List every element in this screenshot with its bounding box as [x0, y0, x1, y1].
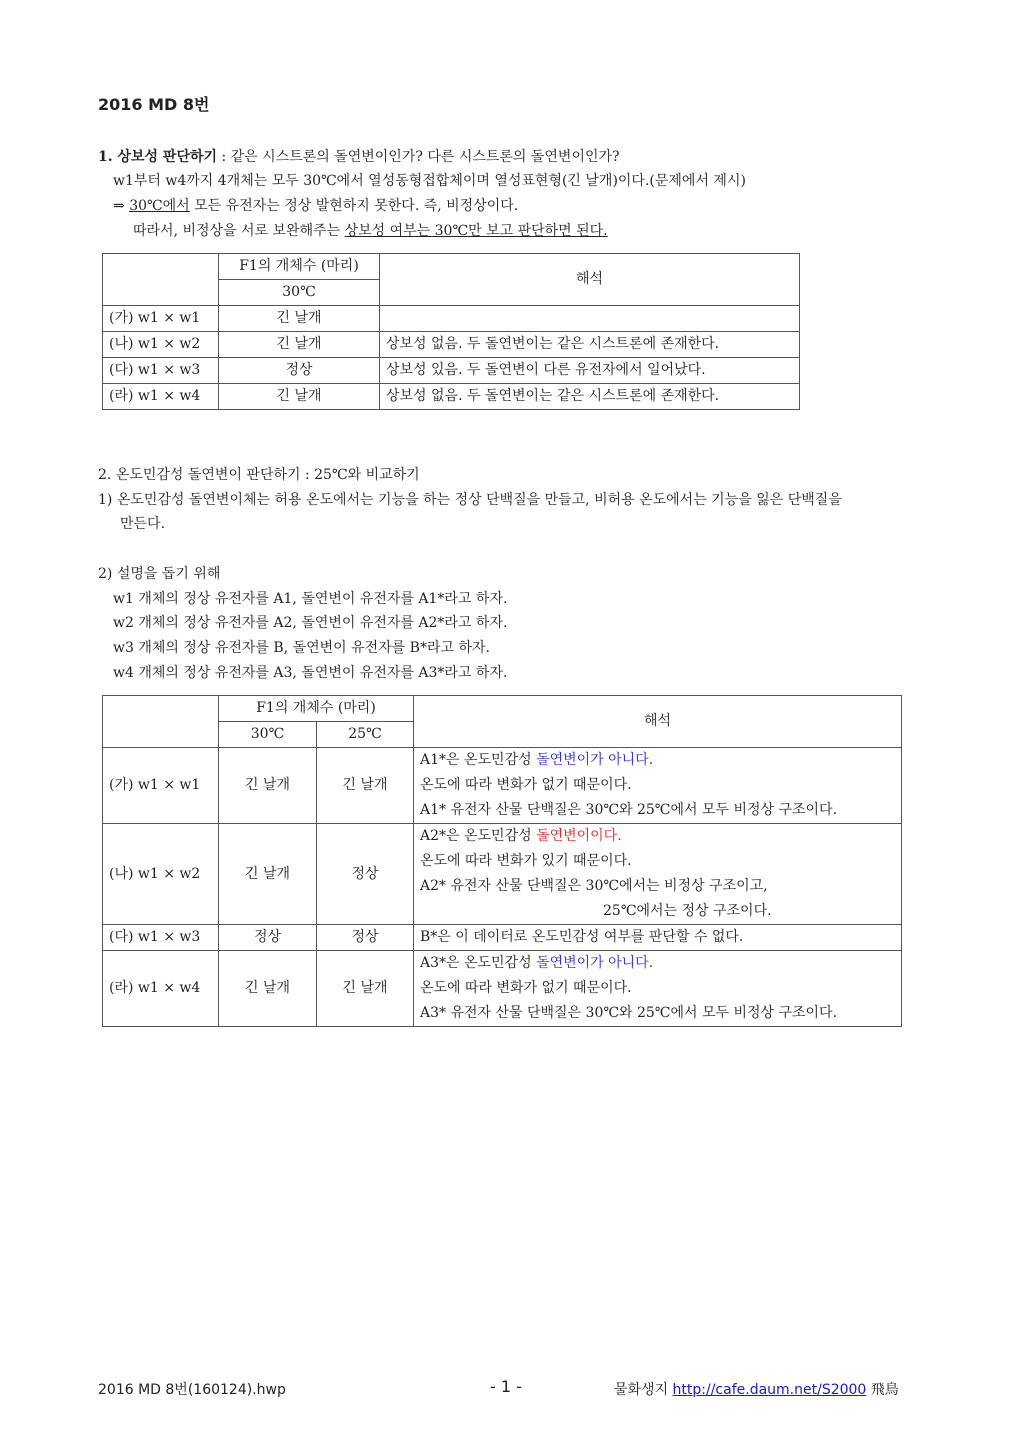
- s2-p1b: 만든다.: [120, 516, 166, 532]
- header-30c: 30℃: [219, 722, 317, 748]
- temperature-table: [102, 695, 902, 1027]
- s1-heading: 1. 상보성 판단하기: [98, 149, 218, 165]
- interp-highlight: 돌연변이가 아니다.: [536, 752, 654, 768]
- phenotype-30: 정상: [219, 358, 380, 384]
- cross: (나) w1 × w2: [103, 332, 219, 358]
- phenotype-30: 긴 날개: [219, 951, 317, 1027]
- cross: (가) w1 × w1: [103, 748, 219, 824]
- interp-text: A2* 유전자 산물 단백질은 30℃에서는 비정상 구조이고,: [420, 878, 768, 894]
- header-25c: 25℃: [317, 722, 414, 748]
- s2-heading: 2. 온도민감성 돌연변이 판단하기 : 25℃와 비교하기: [98, 467, 420, 483]
- footer-filename: 2016 MD 8번(160124).hwp: [98, 1382, 286, 1398]
- interp-text: A3*은 온도민감성: [420, 955, 537, 971]
- interp-text: A3* 유전자 산물 단백질은 30℃와 25℃에서 모두 비정상 구조이다.: [420, 1005, 838, 1021]
- phenotype-30: 긴 날개: [219, 306, 380, 332]
- s1-line3: [113, 197, 518, 215]
- header-count: F1의 개체수 (마리): [219, 254, 380, 280]
- header-interp: 해석: [414, 696, 902, 748]
- interp: [414, 824, 902, 925]
- phenotype-30: 긴 날개: [219, 332, 380, 358]
- footer-site: 물화생지: [614, 1382, 673, 1398]
- def-line: w2 개체의 정상 유전자를 A2, 돌연변이 유전자를 A2*라고 하자.: [113, 615, 508, 631]
- interp-text: 온도에 따라 변화가 없기 때문이다.: [420, 777, 632, 793]
- cross: (가) w1 × w1: [103, 306, 219, 332]
- cross: (나) w1 × w2: [103, 824, 219, 925]
- interp-highlight: 돌연변이이다.: [536, 828, 622, 844]
- header-30c: 30℃: [219, 280, 380, 306]
- underlined-text: 30℃에서: [129, 198, 190, 214]
- interp: B*은 이 데이터로 온도민감성 여부를 판단할 수 없다.: [414, 925, 902, 951]
- cross: (라) w1 × w4: [103, 384, 219, 410]
- interp-text: A2*은 온도민감성: [420, 828, 537, 844]
- phenotype-30: 긴 날개: [219, 824, 317, 925]
- def-line: w3 개체의 정상 유전자를 B, 돌연변이 유전자를 B*라고 하자.: [113, 640, 490, 656]
- phenotype-25: 정상: [317, 824, 414, 925]
- phenotype-30: 긴 날개: [219, 384, 380, 410]
- interp-text: 온도에 따라 변화가 있기 때문이다.: [420, 853, 632, 869]
- interp-text: 25℃에서는 정상 구조이다.: [603, 903, 772, 919]
- table-row: [103, 748, 902, 824]
- def-line: w4 개체의 정상 유전자를 A3, 돌연변이 유전자를 A3*라고 하자.: [113, 665, 508, 681]
- interp: 상보성 없음. 두 돌연변이는 같은 시스트론에 존재한다.: [380, 384, 800, 410]
- cross: (다) w1 × w3: [103, 358, 219, 384]
- interp-text: A1*은 온도민감성: [420, 752, 537, 768]
- s2-p1a: 1) 온도민감성 돌연변이체는 허용 온도에서는 기능을 하는 정상 단백질을 만들고, 비허용 온도에서는 기능을 잃은 단백질을: [98, 492, 842, 508]
- interp: 상보성 없음. 두 돌연변이는 같은 시스트론에 존재한다.: [380, 332, 800, 358]
- footer-page-number: - 1 -: [490, 1377, 522, 1396]
- table-row: [103, 358, 800, 384]
- header-interp: 해석: [380, 254, 800, 306]
- phenotype-30: 긴 날개: [219, 748, 317, 824]
- empty-header: [103, 254, 219, 306]
- footer-credit: [614, 1381, 899, 1399]
- arrow-prefix: ⇒: [113, 198, 130, 214]
- footer-link[interactable]: http://cafe.daum.net/S2000: [672, 1382, 867, 1398]
- s1-line4: [133, 222, 608, 240]
- interp: [414, 951, 902, 1027]
- table-row: [103, 384, 800, 410]
- table-row: [103, 925, 902, 951]
- document-title: 2016 MD 8번: [98, 95, 210, 114]
- s1-line2: w1부터 w4까지 4개체는 모두 30℃에서 열성동형접합체이며 열성표현형(긴 날개)이다.(문제에서 제시): [113, 173, 746, 189]
- s1-line3-rest: 모든 유전자는 정상 발현하지 못한다. 즉, 비정상이다.: [189, 198, 519, 214]
- underlined-text: 상보성 여부는 30℃만 보고 판단하면 된다.: [344, 223, 608, 239]
- interp: [414, 748, 902, 824]
- cross: (라) w1 × w4: [103, 951, 219, 1027]
- interp: 상보성 있음. 두 돌연변이 다른 유전자에서 일어났다.: [380, 358, 800, 384]
- table-row: [103, 824, 902, 925]
- phenotype-30: 정상: [219, 925, 317, 951]
- phenotype-25: 정상: [317, 925, 414, 951]
- interp-text: A1* 유전자 산물 단백질은 30℃와 25℃에서 모두 비정상 구조이다.: [420, 802, 838, 818]
- footer-sign: 飛鳥: [866, 1382, 899, 1398]
- phenotype-25: 긴 날개: [317, 951, 414, 1027]
- complementation-table: [102, 253, 800, 410]
- header-count: F1의 개체수 (마리): [219, 696, 414, 722]
- s1-heading-rest: : 같은 시스트론의 돌연변이인가? 다른 시스트론의 돌연변이인가?: [217, 149, 620, 165]
- empty-header: [103, 696, 219, 748]
- cross: (다) w1 × w3: [103, 925, 219, 951]
- table-row: [103, 332, 800, 358]
- interp-text: 온도에 따라 변화가 없기 때문이다.: [420, 980, 632, 996]
- s1-line4-pre: 따라서, 비정상을 서로 보완해주는: [133, 223, 345, 239]
- def-line: w1 개체의 정상 유전자를 A1, 돌연변이 유전자를 A1*라고 하자.: [113, 591, 508, 607]
- table-row: [103, 951, 902, 1027]
- table-row: [103, 306, 800, 332]
- s1-heading-line: [98, 148, 620, 166]
- interp: [380, 306, 800, 332]
- s2-p2: 2) 설명을 돕기 위해: [98, 566, 221, 582]
- interp-highlight: 돌연변이가 아니다.: [536, 955, 654, 971]
- phenotype-25: 긴 날개: [317, 748, 414, 824]
